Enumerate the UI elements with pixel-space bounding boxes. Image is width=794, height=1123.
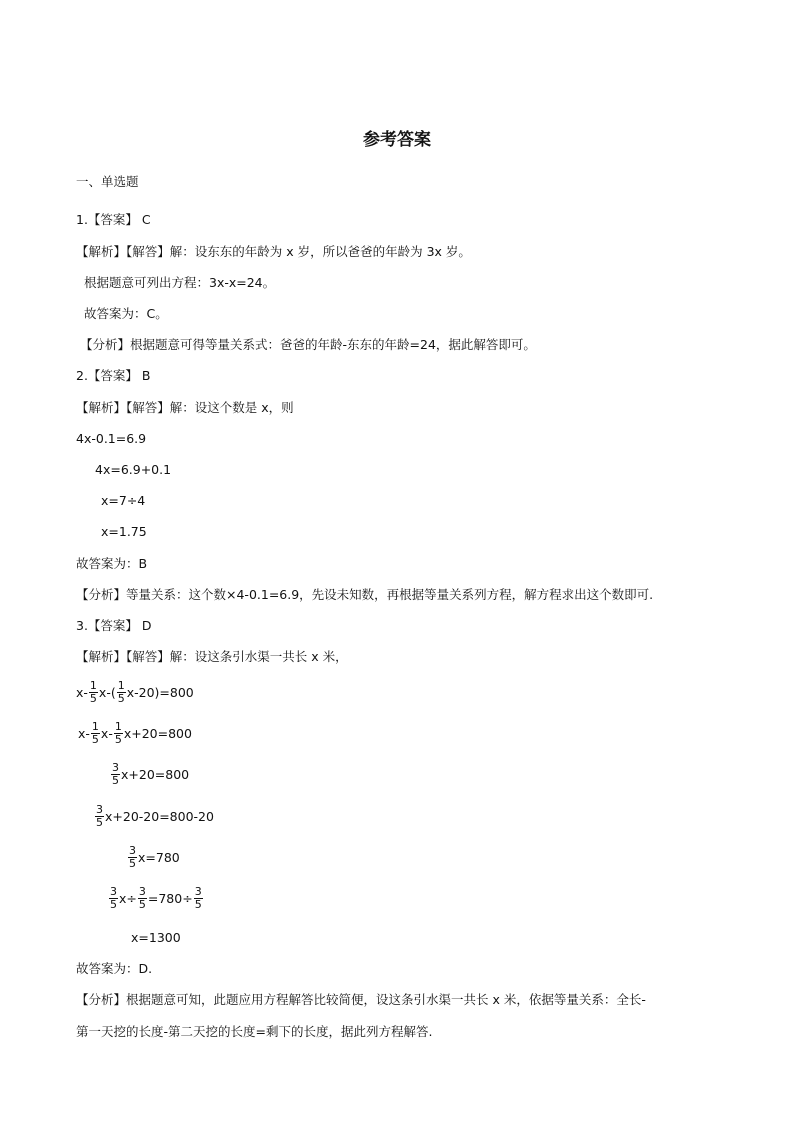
q2-step-3: x=7÷4: [101, 493, 146, 508]
q1-analysis: 【解析】【解答】解：设东东的年龄为 x 岁，所以爸爸的年龄为 3x 岁。: [76, 244, 471, 259]
q3-note-line-2: 第一天挖的长度-第二天挖的长度=剩下的长度，据此列方程解答.: [76, 1024, 433, 1039]
q3-step-5: $\frac{3}{5}$ x=780: [129, 844, 180, 870]
q2-step-4: x=1.75: [101, 524, 147, 539]
q1-equation: 根据题意可列出方程：3x-x=24。: [84, 275, 276, 290]
page-title: 参考答案: [363, 130, 431, 150]
q3-analysis: 【解析】【解答】解：设这条引水渠一共长 x 米，: [76, 649, 348, 664]
q1-note: 【分析】根据题意可得等量关系式：爸爸的年龄-东东的年龄=24，据此解答即可。: [80, 337, 536, 352]
q2-step-1: 4x-0.1=6.9: [76, 431, 147, 446]
section-heading: 一、单选题: [76, 174, 139, 189]
q3-answer: 3.【答案】 D: [76, 618, 152, 633]
q3-conclusion: 故答案为：D.: [76, 961, 153, 976]
q2-answer: 2.【答案】 B: [76, 368, 151, 383]
q2-note: 【分析】等量关系：这个数×4-0.1=6.9，先设未知数，再根据等量关系列方程，解方程求出这个数即可.: [76, 587, 654, 602]
q3-step-6: $\frac{3}{5}$ x÷ $\frac{3}{5}$ =780÷ $\frac{3}{5}$: [110, 885, 202, 911]
q3-step-2: x- $\frac{1}{5}$ x- $\frac{1}{5}$ x+20=800: [78, 720, 192, 746]
q2-step-2: 4x=6.9+0.1: [95, 462, 172, 477]
q3-step-3: $\frac{3}{5}$ x+20=800: [112, 761, 190, 787]
q1-conclusion: 故答案为：C。: [84, 306, 168, 321]
q2-conclusion: 故答案为：B: [76, 556, 148, 571]
q3-note-line-1: 【分析】根据题意可知，此题应用方程解答比较简便，设这条引水渠一共长 x 米，依据等量关系：全长-: [76, 992, 646, 1007]
q3-step-4: $\frac{3}{5}$ x+20-20=800-20: [96, 803, 214, 829]
q1-answer: 1.【答案】 C: [76, 212, 151, 227]
q3-step-1: x- $\frac{1}{5}$ x-( $\frac{1}{5}$ x-20)=800: [76, 679, 194, 705]
q3-step-7: x=1300: [131, 930, 181, 945]
q2-analysis: 【解析】【解答】解：设这个数是 x，则: [76, 400, 294, 415]
